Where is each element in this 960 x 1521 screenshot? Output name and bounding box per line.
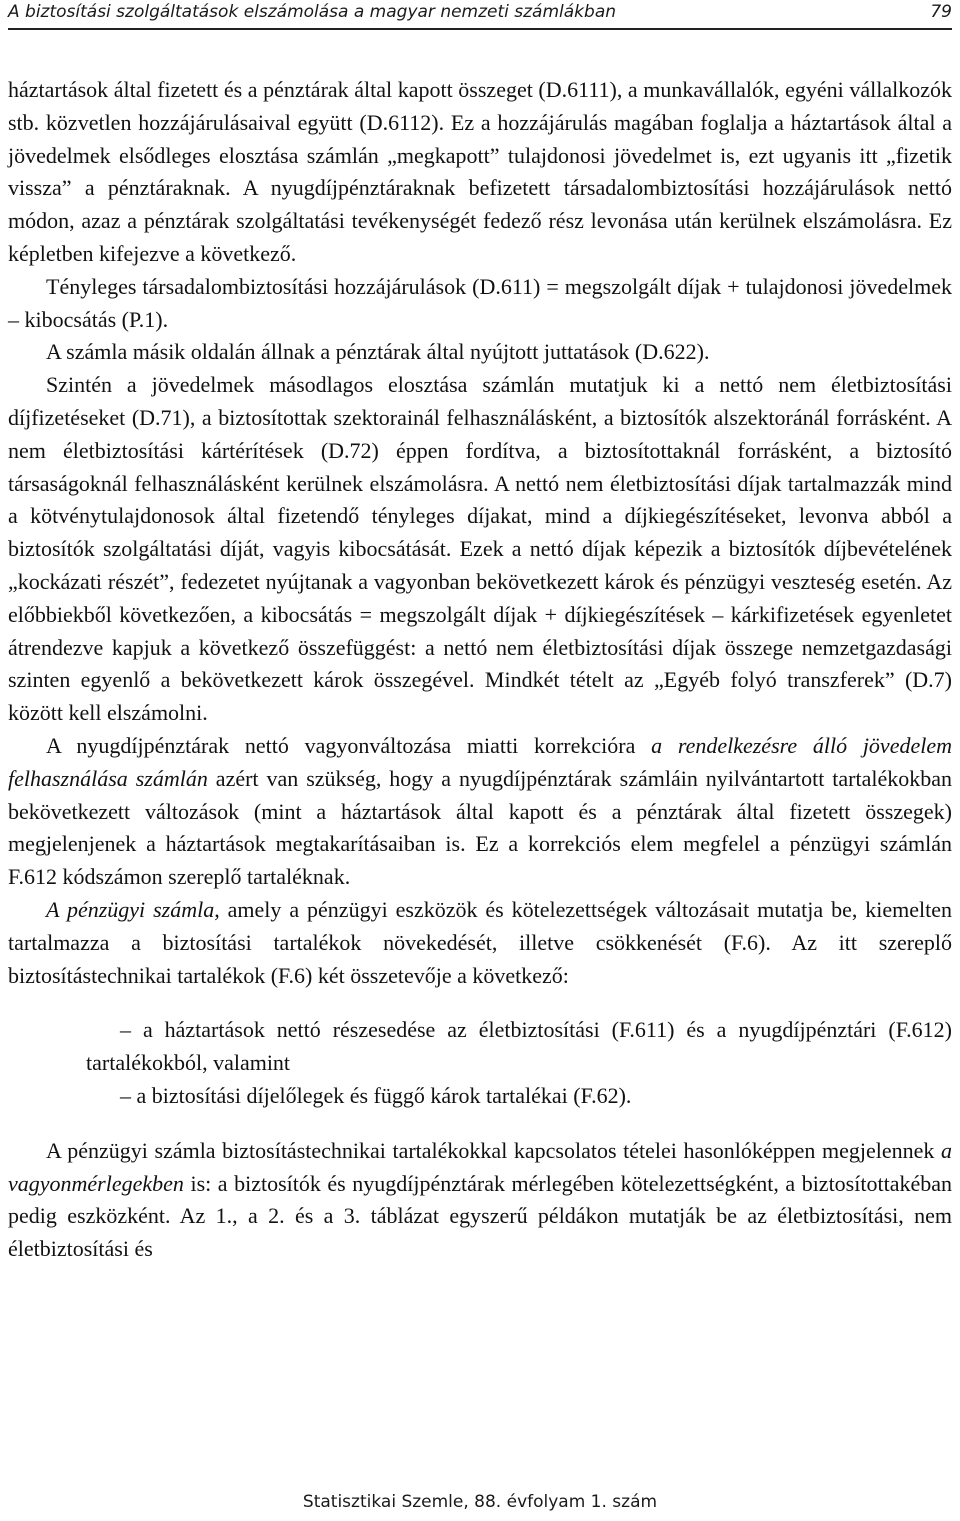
p6-emphasis: A pénzügyi számla [46, 896, 215, 922]
paragraph-formula: Tényleges társadalombiztosítási hozzájárulások (D.611) = megszolgált díjak + tulajdonosi jövedelmek – kibocsátás (P.1). [8, 273, 952, 332]
reserve-component-list [8, 1014, 952, 1112]
paragraph-financial-account [8, 894, 952, 992]
paragraph-balance-sheets [8, 1135, 952, 1266]
running-header [8, 0, 952, 30]
page-number: 79 [930, 2, 952, 22]
p5-emphasis: a rendelkezésre álló jövedelem felhasználása számlán [8, 732, 952, 791]
p7-text-b: is: a biztosítók és nyugdíjpénztárak mérlegében kötelezettségként, a biztosítottakéban pedig eszközként. Az 1., a 2. és a 3. táblázat egyszerű példákon mutatják be az életbiztosítási, nem életbiztosítási és [8, 1170, 952, 1262]
list-item: – a háztartások nettó részesedése az életbiztosítási (F.611) és a nyugdíjpénztári (F.612) tartalékokból, valamint [86, 1017, 952, 1076]
paragraph-pension-adjustment [8, 730, 952, 894]
journal-footer: Statisztikai Szemle, 88. évfolyam 1. szám [302, 1492, 658, 1512]
body-text [8, 74, 952, 1266]
p7-emphasis: a vagyonmérlegekben [8, 1137, 952, 1196]
paragraph-non-life-premiums: Szintén a jövedelmek másodlagos elosztása számlán mutatjuk ki a nettó nem életbiztosítási díjfizetéseket (D.71), a biztosítottak szektorainál felhasználásként, a biztosítók alszektoránál forrásként. A nem életbiztosítási kártérítések (D.72) éppen fordítva, a biztosítottaknál forrásként, a biztosító társaságoknál felhasználásként kerülnek elszámolásra. A nettó nem életbiztosítási díjak tartalmazzák mind a kötvénytulajdonosok által fizetendő tényleges díjakat, mind a díjkiegészítéseket, levonva abból a biztosítók szolgáltatási díját, vagyis kibocsátását. Ezek a nettó díjak képezik a biztosítók díjbevételének „kockázati részét”, fedezetet nyújtanak a vagyonban bekövetkezett károk és pénzügyi veszteség esetén. Az előbbiekből következően, a kibocsátás = megszolgált díjak + díjkiegészítések – kárkifizetések egyenletet átrendezve kapjuk a következő összefüggést: a nettó nem életbiztosítási díjak összege nemzetgazdasági szinten egyenlő a bekövetkezett károk összegével. Mindkét tételt az „Egyéb folyó transzferek” (D.7) között kell elszámolni. [8, 372, 952, 726]
paragraph-continuation: háztartások által fizetett és a pénztárak által kapott összeget (D.6111), a munkavállalók, egyéni vállalkozók stb. közvetlen hozzájárulásaival együtt (D.6112). Ez a hozzájárulás magában foglalja a háztartások által a jövedelmek elsődleges elosztása számlán „megkapott” tulajdonosi jövedelmet is, ezt ugyanis itt „fizetik vissza” a pénztáraknak. A nyugdíjpénztáraknak befizetett társadalombiztosítási hozzájárulások nettó módon, azaz a pénztárak szolgáltatási tevékenységét fedező rész levonása után kerülnek elszámolásra. Ez képletben kifejezve a következő. [8, 77, 952, 266]
spacer [8, 992, 952, 1014]
spacer [8, 1113, 952, 1135]
list-item: – a biztosítási díjelőlegek és függő károk tartalékai (F.62). [120, 1082, 632, 1108]
running-title: A biztosítási szolgáltatások elszámolása a magyar nemzeti számlákban [8, 2, 617, 22]
p6-text: , amely a pénzügyi eszközök és kötelezettségek változásait mutatja be, kiemelten tartalmazza a biztosítási tartalékok növekedését, illetve csökkenését (F.6). Az itt szereplő biztosítástechnikai tartalékok (F.6) két összetevője a következő: [8, 896, 953, 988]
p7-text-a: A pénzügyi számla biztosítástechnikai tartalékokkal kapcsolatos tételei hasonlóképpen megjelennek [46, 1137, 941, 1163]
p5-text-b: azért van szükség, hogy a nyugdíjpénztárak számláin nyilvántartott tartalékokban bekövetkezett változások (mint a háztartások által kapott és a pénztárak által fizetett összegek) megjelenjenek a háztartások megtakarításaiban is. Ez a korrekciós elem megfelel a pénzügyi számlán F.612 kódszámon szereplő tartaléknak. [8, 765, 952, 890]
paragraph-benefits: A számla másik oldalán állnak a pénztárak által nyújtott juttatások (D.622). [46, 339, 710, 365]
p5-text-a: A nyugdíjpénztárak nettó vagyonváltozása miatti korrekcióra [46, 732, 652, 758]
